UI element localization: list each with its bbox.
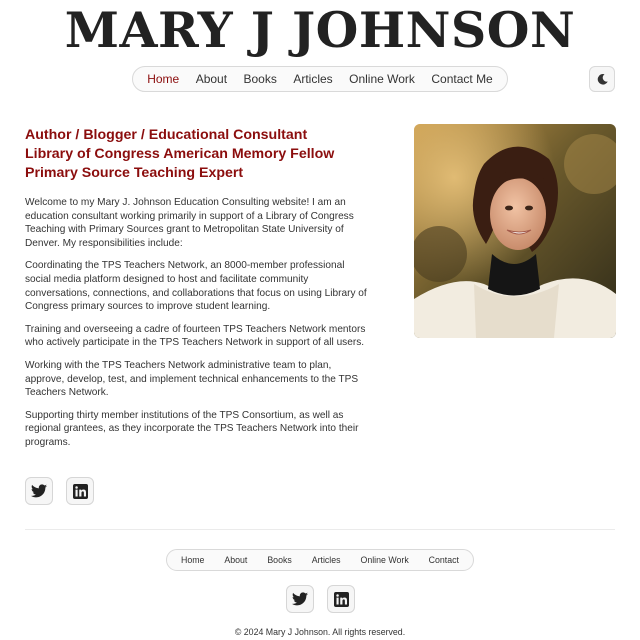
responsibility-paragraph: Coordinating the TPS Teachers Network, an 8000-member professional social media platform designed to host and facilitate community conversations, connections, and collaborations that focus on using Library of Congress primary sources to improve student learning. (25, 260, 367, 313)
nav-articles[interactable]: Articles (293, 72, 333, 86)
footer-nav (166, 549, 474, 571)
footer-linkedin-button[interactable] (327, 585, 355, 613)
intro-paragraph: Welcome to my Mary J. Johnson Education Consulting website! I am an education consultant working primarily in support of a Library of Congress Teaching with Primary Sources grant to Metropolitan State University of Denver. My responsibilities include: (25, 197, 354, 249)
nav-home[interactable]: Home (147, 72, 180, 86)
headline (25, 126, 375, 183)
footer-twitter-button[interactable] (286, 585, 314, 613)
main-nav (132, 66, 508, 92)
footer-nav-online-work[interactable]: Online Work (360, 555, 409, 565)
footer-nav-books[interactable]: Books (267, 555, 292, 565)
footer-nav-about[interactable]: About (224, 555, 248, 565)
footer-divider (25, 529, 615, 530)
nav-books[interactable]: Books (243, 72, 277, 86)
portrait-photo (414, 124, 616, 338)
moon-icon (596, 73, 609, 86)
site-title: MARY J JOHNSON (64, 1, 576, 59)
footer-nav-contact[interactable]: Contact (428, 555, 459, 565)
copyright: © 2024 Mary J Johnson. All rights reserved. (234, 627, 406, 637)
responsibility-paragraph: Supporting thirty member institutions of the TPS Consortium, as well as regional grantees, as they incorporate the TPS Teachers Network into their programs. (25, 409, 359, 448)
linkedin-icon (334, 592, 349, 607)
nav-about[interactable]: About (195, 72, 228, 86)
footer-social-links (286, 585, 355, 613)
twitter-icon (31, 484, 47, 498)
responsibility-paragraph: Working with the TPS Teachers Network administrative team to plan, approve, develop, test, and implement technical enhancements to the TPS Teachers Network. (25, 359, 359, 399)
theme-toggle-button[interactable] (589, 66, 615, 92)
social-links (25, 477, 94, 505)
responsibility-paragraph: Training and overseeing a cadre of fourteen TPS Teachers Network mentors who actively participate in the TPS Teachers Network in support of all users. (25, 323, 366, 349)
linkedin-icon (73, 484, 88, 499)
headline-line-2: Library of Congress American Memory Fellow (25, 146, 335, 162)
footer-nav-articles[interactable]: Articles (311, 555, 341, 565)
twitter-icon (292, 592, 308, 606)
headline-line-3: Primary Source Teaching Expert (25, 165, 244, 181)
footer-nav-home[interactable]: Home (180, 555, 205, 565)
nav-online-work[interactable]: Online Work (349, 72, 415, 86)
main-content (25, 196, 370, 459)
nav-contact-me[interactable]: Contact Me (431, 72, 493, 86)
headline-line-1: Author / Blogger / Educational Consultant (25, 127, 308, 143)
twitter-button[interactable] (25, 477, 53, 505)
linkedin-button[interactable] (66, 477, 94, 505)
